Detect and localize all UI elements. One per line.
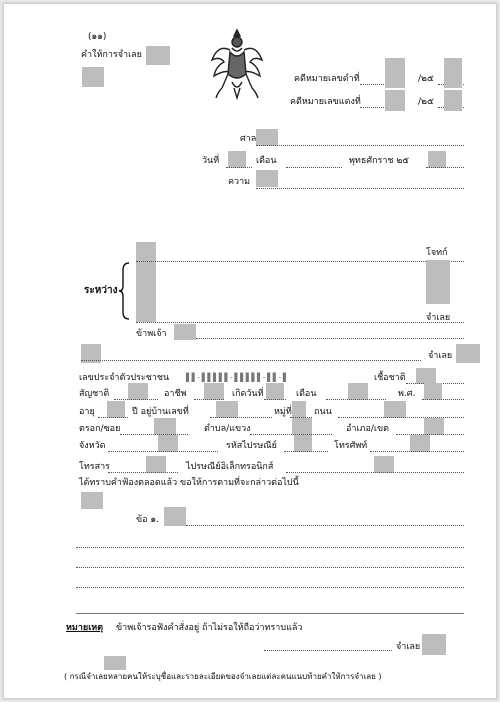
redaction xyxy=(424,383,442,400)
redaction xyxy=(424,418,444,435)
subdistrict-label: ตำบล/แขวง xyxy=(204,424,251,434)
redaction xyxy=(81,492,103,509)
born-month-label: เดือน xyxy=(296,389,317,399)
redaction xyxy=(384,401,406,418)
redaction xyxy=(292,418,312,435)
garuda-emblem-icon xyxy=(208,26,266,102)
years-house-label: ปี อยู่บ้านเลขที่ xyxy=(132,407,189,417)
brace-icon xyxy=(118,262,130,320)
redaction xyxy=(348,383,368,400)
redaction xyxy=(385,58,405,88)
province-label: จังหวัด xyxy=(79,441,106,451)
court-form-page: (๑๑) คำให้การจำเลย คดีหมายเลขดำที่ /๒๕ คดีหมายเลขแดงที่ /๒๕ ศาล วันที่ เดือน พุทธศักราช ๒๕ ความ ระหว่าง โจทก์ จำเลย ข้าพเจ้า จำเลย เลขประจำตัวประชาชน ▌▌- ▌▌▌▌▌- ▌▌▌▌▌- ▌▌- ▌ เชื้อชาติ สัญชาติ อาชีพ เกิดวันที่ เดือน พ.ศ. อายุ ปี อยู่บ้านเลขที่ หมู่ที่ ถนน ตรอก/ซอย ตำบล/แขวง อำเภอ/เขต จังหวัด รหัสไปรษณีย์ โทรศัพท์ โทรสาร ไปรษณีย์อิเล็กทรอนิกส์ ได้ทราบคำฟ้องตลอดแล้ว ขอให้การตามที่จะกล่าวต่อไปนี้ ข้อ ๑. หมายเหตุ ข้าพเจ้ารอฟังคำสั่งอยู่ ถ้าไม่รอให้ถือว่าทราบแล้ว จำเลย ( กรณีจำเลยหลายคนให้ระบุชื่อและรายละเอียดของจำเลยแต่ละคนแนบท้ายคำให้การจำเลย ) xyxy=(3,3,497,699)
redaction xyxy=(456,344,480,363)
redaction xyxy=(164,507,186,526)
i-label: ข้าพเจ้า xyxy=(136,329,167,339)
redaction xyxy=(428,151,446,168)
redaction xyxy=(136,242,156,322)
moo-label: หมู่ที่ xyxy=(274,407,292,417)
footer-instruction: ( กรณีจำเลยหลายคนให้ระบุชื่อและรายละเอียดของจำเลยแต่ละคนแนบท้ายคำให้การจำเลย ) xyxy=(64,672,382,681)
redaction xyxy=(146,46,170,65)
redaction xyxy=(256,129,278,146)
redaction xyxy=(422,634,446,655)
redaction xyxy=(256,170,278,187)
redaction xyxy=(374,456,394,473)
redaction xyxy=(292,401,306,418)
redaction xyxy=(444,58,462,88)
redaction xyxy=(426,260,450,304)
occupation-label: อาชีพ xyxy=(164,389,187,399)
redaction xyxy=(216,401,238,418)
note-text: ข้าพเจ้ารอฟังคำสั่งอยู่ ถ้าไม่รอให้ถือว่าทราบแล้ว xyxy=(116,623,303,633)
soi-label: ตรอก/ซอย xyxy=(79,424,121,434)
redaction xyxy=(82,67,104,87)
date-label: วันที่ xyxy=(202,156,220,166)
redaction xyxy=(228,151,246,168)
clause-label: ข้อ ๑. xyxy=(136,515,159,525)
year-label: พุทธศักราช ๒๕ xyxy=(349,156,410,166)
statement-text: ได้ทราบคำฟ้องตลอดแล้ว ขอให้การตามที่จะกล่าวต่อไปนี้ xyxy=(79,478,299,488)
black-case-label: คดีหมายเลขดำที่ xyxy=(294,74,360,84)
phone-label: โทรศัพท์ xyxy=(334,441,368,451)
defendant-label: จำเลย xyxy=(426,313,451,323)
redaction xyxy=(444,90,462,111)
district-label: อำเภอ/เขต xyxy=(346,424,389,434)
redaction xyxy=(154,418,176,435)
plaintiff-label: โจทก์ xyxy=(426,248,448,258)
born-year-label: พ.ศ. xyxy=(398,389,416,399)
age-label: อายุ xyxy=(79,407,95,417)
redaction xyxy=(385,90,405,111)
id-label: เลขประจำตัวประชาชน xyxy=(79,373,170,383)
red-case-label: คดีหมายเลขแดงที่ xyxy=(290,97,361,107)
divider xyxy=(76,613,464,614)
born-day-label: เกิดวันที่ xyxy=(232,389,264,399)
redaction xyxy=(158,435,178,452)
year-suffix: /๒๕ xyxy=(418,74,434,84)
email-label: ไปรษณีย์อิเล็กทรอนิกส์ xyxy=(186,462,274,472)
redaction xyxy=(416,368,436,384)
fax-label: โทรสาร xyxy=(79,462,110,472)
form-title: คำให้การจำเลย xyxy=(81,50,142,60)
between-label: ระหว่าง xyxy=(84,285,118,296)
redaction xyxy=(204,383,224,400)
id-number-boxes: ▌▌- ▌▌▌▌▌- ▌▌▌▌▌- ▌▌- ▌ xyxy=(186,373,289,382)
redaction xyxy=(266,383,284,400)
redaction xyxy=(294,435,312,452)
month-label: เดือน xyxy=(256,156,277,166)
note-label: หมายเหตุ xyxy=(66,623,104,633)
redaction xyxy=(146,456,166,473)
case-type-label: ความ xyxy=(228,177,251,187)
redaction xyxy=(410,435,430,452)
form-number: (๑๑) xyxy=(88,32,107,42)
redaction xyxy=(104,656,126,670)
nationality-label: สัญชาติ xyxy=(79,389,110,399)
footer-defendant-label: จำเลย xyxy=(396,642,421,652)
redaction xyxy=(107,401,125,418)
redaction xyxy=(128,383,148,400)
race-label: เชื้อชาติ xyxy=(374,373,406,383)
redaction xyxy=(174,324,196,340)
road-label: ถนน xyxy=(314,407,332,417)
court-label: ศาล xyxy=(240,134,257,144)
declarant-defendant-label: จำเลย xyxy=(428,351,453,361)
postcode-label: รหัสไปรษณีย์ xyxy=(226,441,277,451)
